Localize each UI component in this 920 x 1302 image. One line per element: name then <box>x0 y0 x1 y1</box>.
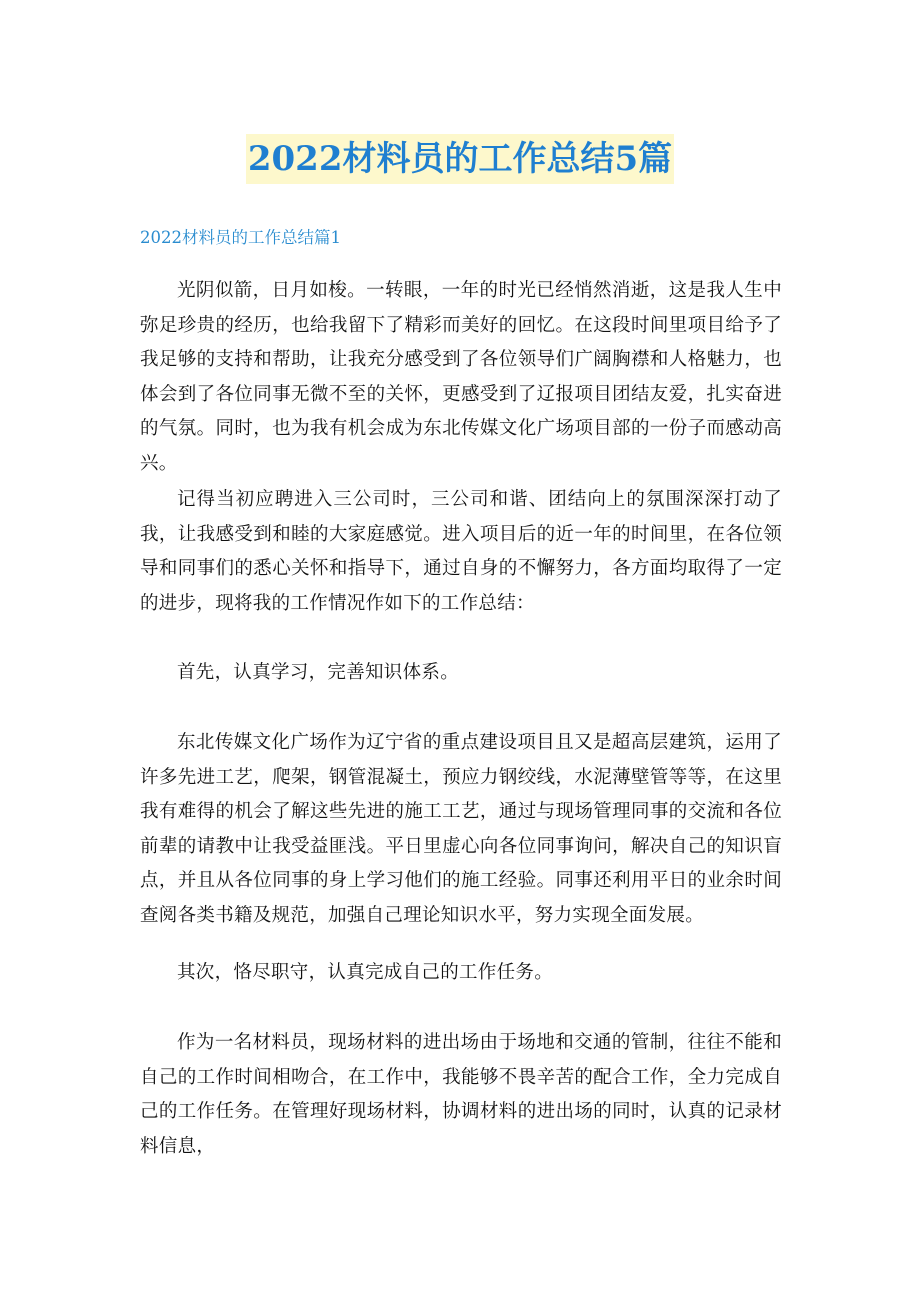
paragraph-first-point: 首先，认真学习，完善知识体系。 <box>177 662 460 683</box>
paragraph-joining: 记得当初应聘进入三公司时，三公司和谐、团结向上的氛围深深打动了我，让我感受到和睦的大家庭感觉。进入项目后的近一年的时间里，在各位领导和同事们的悉心关怀和指导下，通过自身的不懈努力，各方面均取得了一定的进步，现将我的工作情况作如下的工作总结： <box>140 489 782 614</box>
paragraph-learning: 东北传媒文化广场作为辽宁省的重点建设项目且又是超高层建筑，运用了许多先进工艺，爬架，钢管混凝土，预应力钢绞线，水泥薄壁管等等，在这里我有难得的机会了解这些先进的施工工艺，通过与现场管理同事的交流和各位前辈的请教中让我受益匪浅。平日里虚心向各位同事询问，解决自己的知识盲点，并且从各位同事的身上学习他们的施工经验。同事还利用平日的业余时间查阅各类书籍及规范，加强自己理论知识水平，努力实现全面发展。 <box>140 732 782 926</box>
section-heading: 2022材料员的工作总结篇1 <box>140 228 341 247</box>
paragraph-second-point: 其次，恪尽职守，认真完成自己的工作任务。 <box>177 962 554 983</box>
document-title: 2022材料员的工作总结5篇 <box>246 134 674 184</box>
paragraph-duties: 作为一名材料员，现场材料的进出场由于场地和交通的管制，往往不能和自己的工作时间相吻合，在工作中，我能够不畏辛苦的配合工作，全力完成自己的工作任务。在管理好现场材料，协调材料的进出场的同时，认真的记录材料信息， <box>140 1032 782 1157</box>
paragraph-intro: 光阴似箭，日月如梭。一转眼，一年的时光已经悄然消逝，这是我人生中弥足珍贵的经历，也给我留下了精彩而美好的回忆。在这段时间里项目给予了我足够的支持和帮助，让我充分感受到了各位领导们广阔胸襟和人格魅力，也体会到了各位同事无微不至的关怀，更感受到了辽报项目团结友爱，扎实奋进的气氛。同时，也为我有机会成为东北传媒文化广场项目部的一份子而感动高兴。 <box>140 280 782 474</box>
title-container <box>0 134 920 184</box>
